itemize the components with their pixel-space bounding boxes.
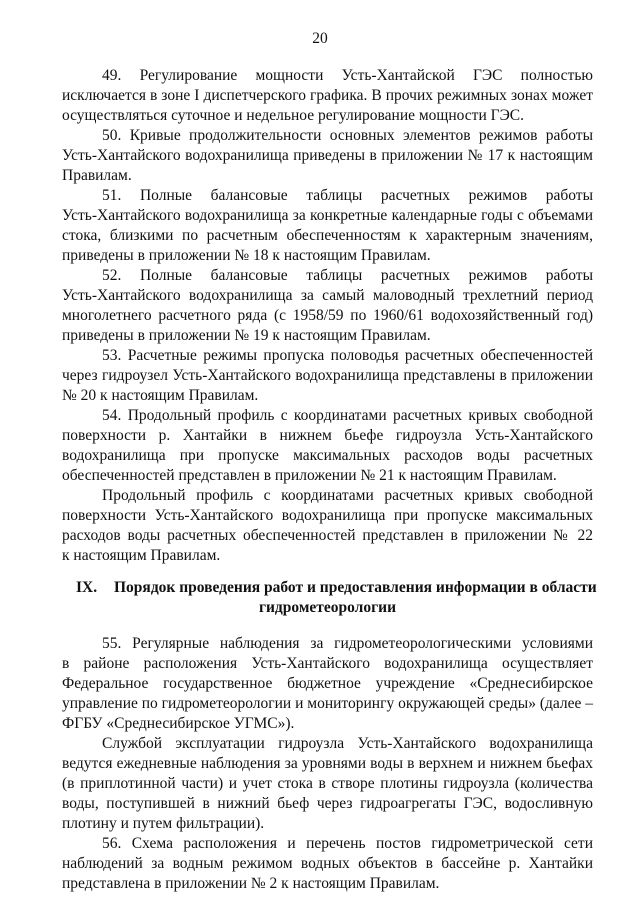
page-number: 20 — [312, 30, 328, 47]
text-line: (в приплотинной части) и учет стока в створе плотины гидроузла (количества — [62, 775, 593, 792]
text-line: управление по гидрометеорологии и мониторингу окружающей среды» (далее – — [62, 695, 594, 712]
text-line: к настоящим Правилам. — [62, 547, 221, 564]
text-line: ведутся ежедневные наблюдения за уровнями воды в верхнем и нижнем бьефах — [62, 755, 593, 772]
text-line: приведены в приложении № 18 к настоящим Правилам. — [62, 247, 431, 264]
text-line: поверхности р. Хантайки в нижнем бьефе гидроузла Усть-Хантайского — [62, 427, 593, 444]
text-line: 53. Расчетные режимы пропуска половодья расчетных обеспеченностей — [102, 347, 593, 364]
text-line: 55. Регулярные наблюдения за гидрометеорологическими условиями — [102, 635, 593, 652]
text-line: Службой эксплуатации гидроузла Усть-Хантайского водохранилища — [102, 735, 593, 752]
text-line: 56. Схема расположения и перечень постов гидрометрической сети — [102, 835, 593, 852]
section-title-continued: гидрометеорологии — [258, 599, 397, 616]
text-line: ФГБУ «Среднесибирское УГМС»). — [62, 715, 295, 732]
text-line: воды, поступившей в нижний бьеф через гидроагрегаты ГЭС, водосливную — [62, 795, 593, 812]
text-line: осуществляться суточное и недельное регулирование мощности ГЭС. — [62, 107, 525, 124]
text-line: Продольный профиль с координатами расчетных кривых свободной — [102, 487, 593, 504]
text-line: Усть-Хантайского водохранилища за конкретные календарные годы с объемами — [62, 207, 593, 224]
text-line: 52. Полные балансовые таблицы расчетных режимов работы — [102, 267, 593, 284]
text-line: поверхности Усть-Хантайского водохранилища при пропуске максимальных — [62, 507, 593, 524]
text-line: приведены в приложении № 19 к настоящим Правилам. — [62, 327, 431, 344]
section-number: IX. — [76, 579, 98, 596]
text-line: в районе расположения Усть-Хантайского водохранилища осуществляет — [62, 655, 593, 672]
text-line: исключается в зоне I диспетчерского графика. В прочих режимных зонах может — [62, 87, 593, 104]
text-line: обеспеченностей представлен в приложении № 21 к настоящим Правилам. — [62, 467, 557, 484]
text-line: № 20 к настоящим Правилам. — [62, 387, 259, 404]
text-line: многолетнего расчетного ряда (с 1958/59 по 1960/61 водохозяйственный год) — [62, 307, 593, 324]
text-line: 54. Продольный профиль с координатами расчетных кривых свободной — [102, 407, 593, 424]
text-line: 49. Регулирование мощности Усть-Хантайской ГЭС полностью — [102, 67, 593, 84]
section-title: Порядок проведения работ и предоставления информации в области — [114, 579, 597, 596]
text-line: 50. Кривые продолжительности основных элементов режимов работы — [102, 127, 593, 144]
text-line: Федеральное государственное бюджетное учреждение «Среднесибирское — [62, 675, 593, 692]
text-line: Усть-Хантайского водохранилища приведены в приложении № 17 к настоящим — [62, 147, 593, 164]
text-line: Усть-Хантайского водохранилища за самый маловодный трехлетний период — [62, 287, 593, 304]
text-line: плотину и путем фильтрации). — [62, 815, 265, 832]
text-line: 51. Полные балансовые таблицы расчетных режимов работы — [102, 187, 593, 204]
text-line: расходов воды расчетных обеспеченностей представлен в приложении № 22 — [62, 527, 593, 544]
text-line: через гидроузел Усть-Хантайского водохранилища представлены в приложении — [62, 367, 593, 384]
text-line: Правилам. — [62, 167, 132, 184]
text-line: представлена в приложении № 2 к настоящим Правилам. — [62, 875, 440, 892]
text-line: стока, близкими по расчетным обеспеченностям к характерным значениям, — [62, 227, 593, 244]
text-line: водохранилища при пропуске максимальных расходов воды расчетных — [62, 447, 593, 464]
text-line: наблюдений за водным режимом водных объектов в бассейне р. Хантайки — [62, 855, 593, 872]
